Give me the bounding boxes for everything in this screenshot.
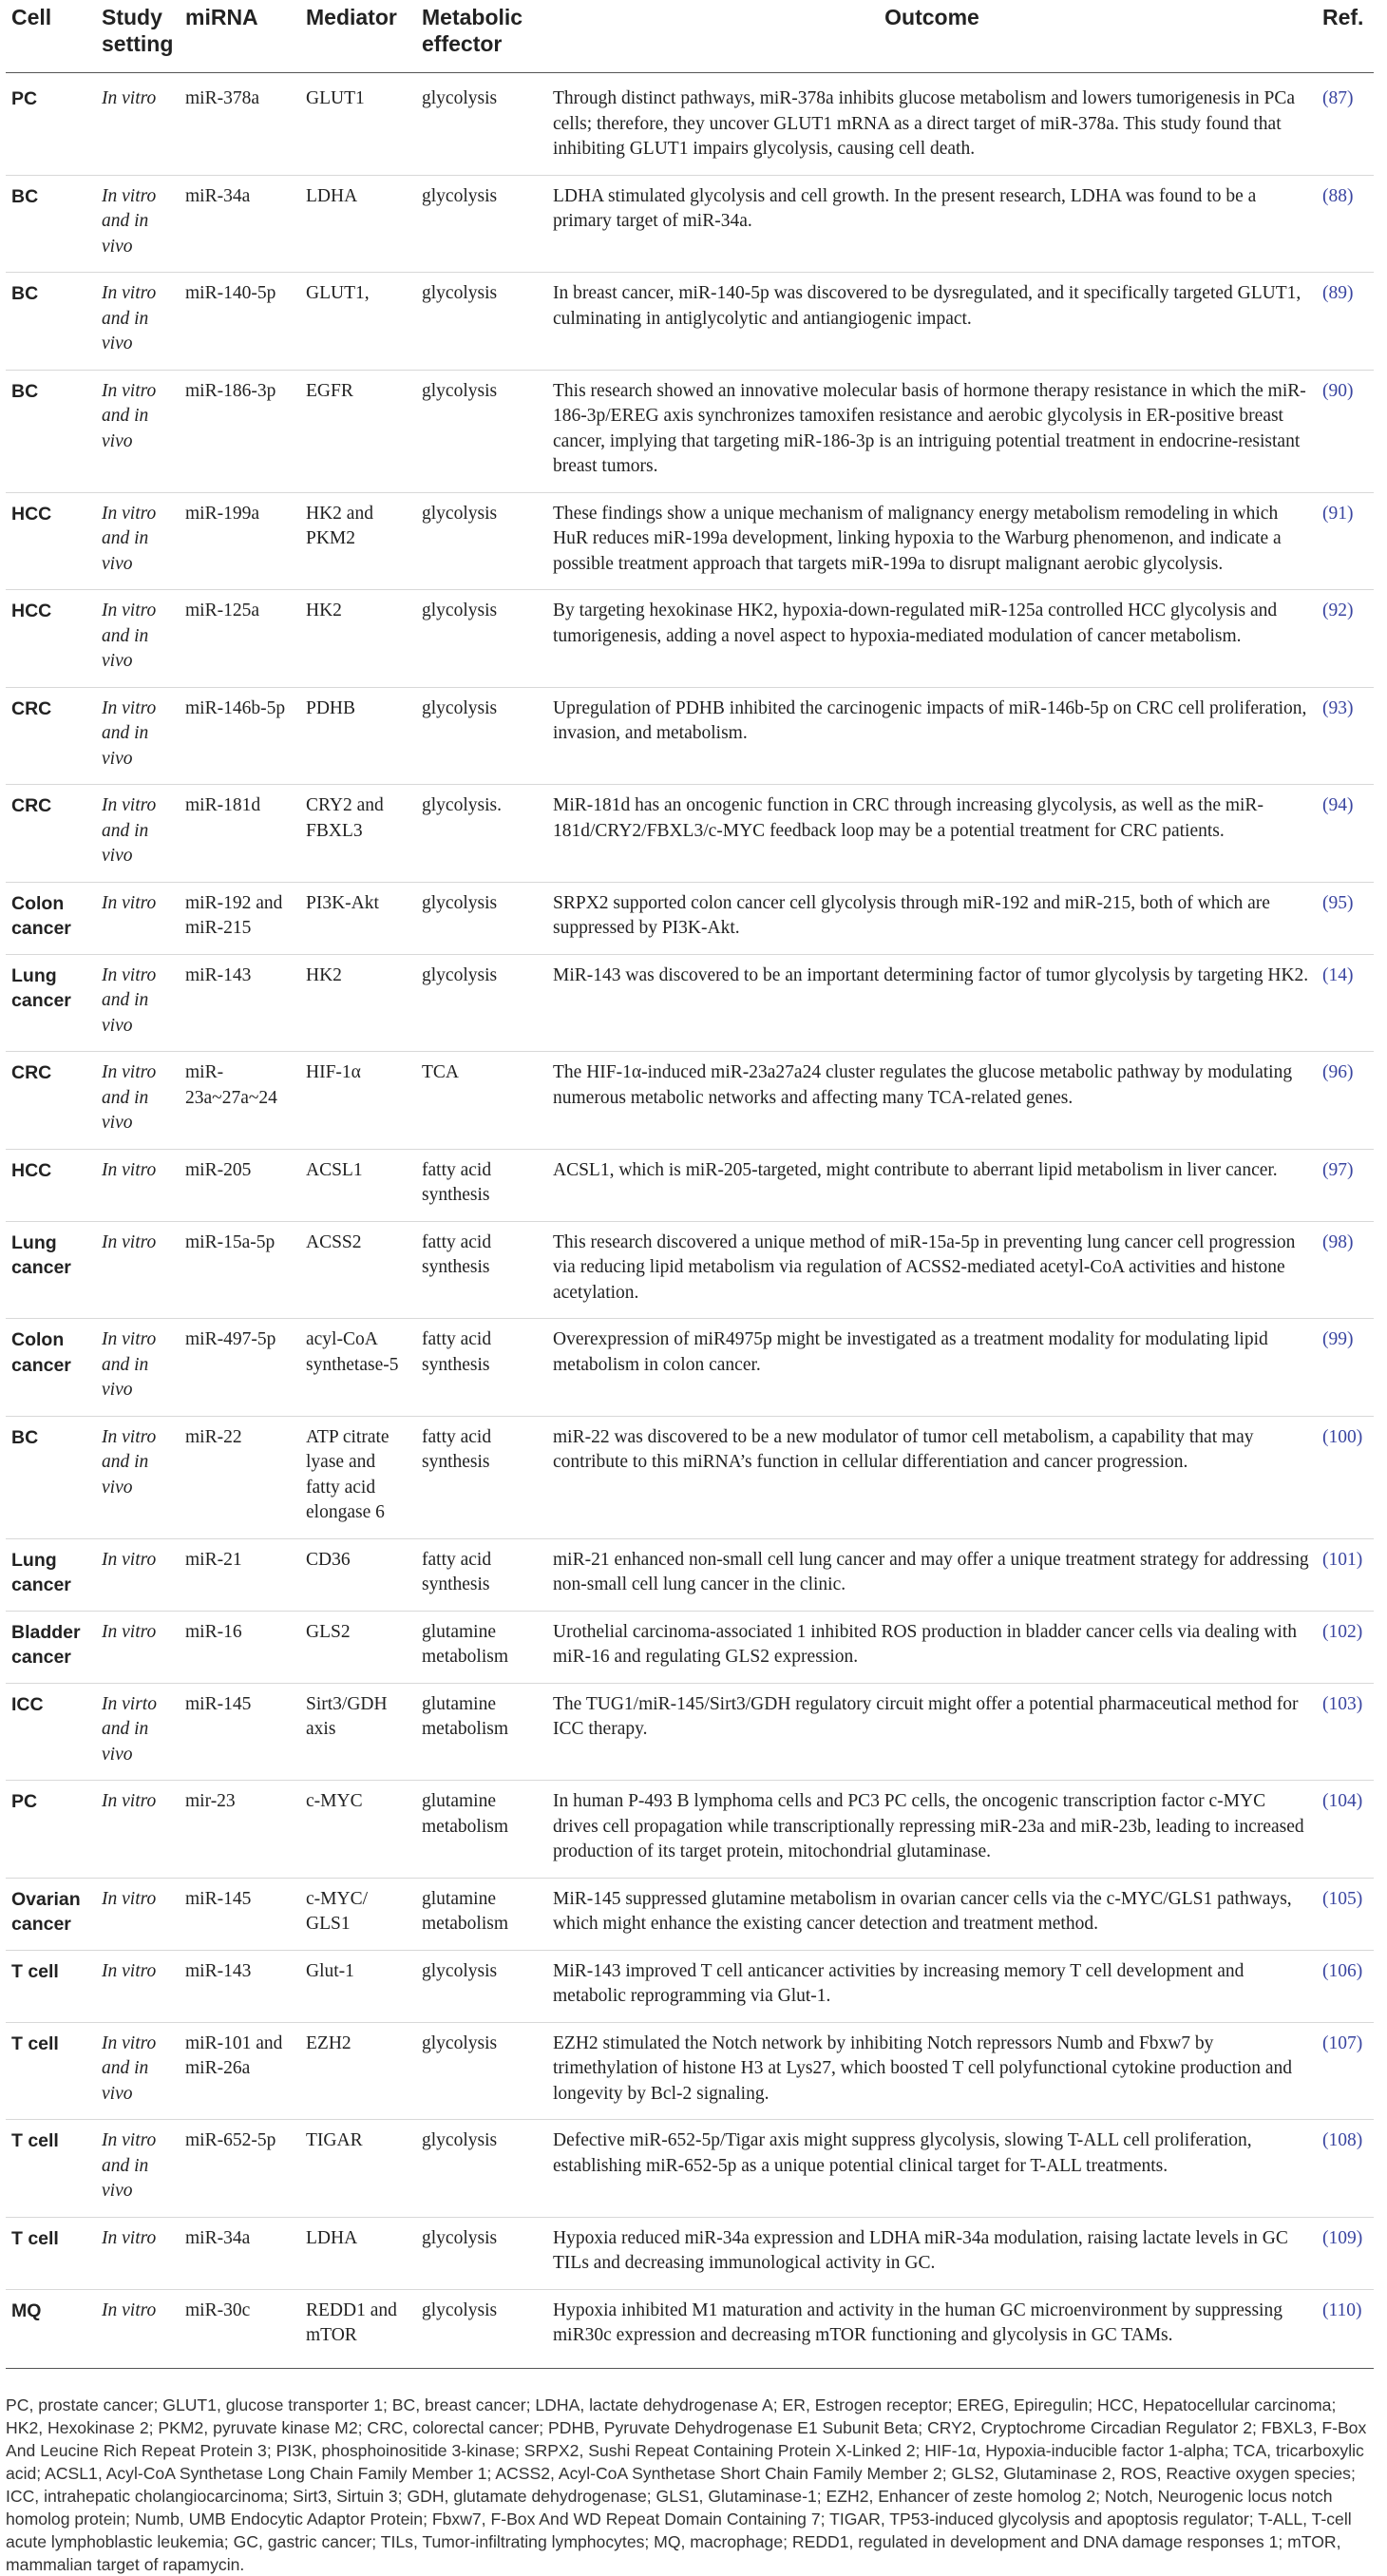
mediator: Sirt3/GDH axis (300, 1683, 416, 1781)
outcome: Defective miR-652-5p/Tigar axis might suppress glycolysis, slowing T-ALL cell proliferation, establishing miR-652-5p as a unique potential clinical target for T-ALL treatments. (547, 2120, 1317, 2218)
outcome: The HIF-1α-induced miR-23a27a24 cluster regulates the glucose metabolic pathway by modulating numerous metabolic networks and affecting many TCA-related genes. (547, 1052, 1317, 1150)
cell-type: Colon cancer (6, 882, 96, 954)
cell-type: Lung cancer (6, 1221, 96, 1319)
cell-type: T cell (6, 1950, 96, 2022)
header-ref: Ref. (1317, 0, 1374, 73)
cell-type: Ovarian cancer (6, 1878, 96, 1950)
mirna: miR-145 (180, 1878, 300, 1950)
mirna: miR-22 (180, 1416, 300, 1538)
mediator: PI3K-Akt (300, 882, 416, 954)
outcome: In breast cancer, miR-140-5p was discovered to be dysregulated, and it specifically targeted GLUT1, culminating in antiglycolytic and antiangiogenic impact. (547, 273, 1317, 371)
mirna: miR-205 (180, 1149, 300, 1221)
metabolic-effector: glycolysis (416, 492, 547, 590)
table-row (6, 2289, 1374, 2368)
study-setting: In vitro (96, 1221, 180, 1319)
reference-link[interactable]: (100) (1317, 1416, 1374, 1538)
mediator: ACSL1 (300, 1149, 416, 1221)
mediator: GLUT1 (306, 88, 365, 108)
reference-link[interactable]: (95) (1317, 882, 1374, 954)
table-row (6, 1950, 1374, 2022)
mediator: GLUT1, (300, 273, 416, 371)
study-setting: In vitro (96, 2289, 180, 2368)
outcome: miR-21 enhanced non-small cell lung cancer and may offer a unique treatment strategy for addressing non-small cell lung cancer in the clinic. (547, 1538, 1317, 1611)
mediator: HK2 (300, 590, 416, 688)
study-setting: In virto and in vivo (96, 1683, 180, 1781)
mirna: miR-34a (180, 175, 300, 273)
table-row (6, 2217, 1374, 2289)
reference-link[interactable]: (89) (1317, 273, 1374, 371)
mediator: TIGAR (300, 2120, 416, 2218)
table-footnote: PC, prostate cancer; GLUT1, glucose transporter 1; BC, breast cancer; LDHA, lactate dehydrogenase A; ER, Estrogen receptor; EREG, Epiregulin; HCC, Hepatocellular carcinoma; HK2, Hexokinase 2; PKM2, pyruvate kinase M2; CRC, colorectal cancer; PDHB, Pyruvate Dehydrogenase E1 Subunit Beta; CRY2, Cryptochrome Circadian Regulator 2; FBXL3, F-Box And Leucine Rich Repeat Protein 3; PI3K, phosphoinositide 3-kinase; SRPX2, Sushi Repeat Containing Protein X-Linked 2; HIF-1α, Hypoxia-inducible factor 1-alpha; TCA, tricarboxylic acid; ACSL1, Acyl-CoA Synthetase Long Chain Family Member 1; ACSS2, Acyl-CoA Synthetase Short Chain Family Member 2; GLS2, Glutaminase 2, ROS, Reactive oxygen species; ICC, intrahepatic cholangiocarcinoma; Sirt3, Sirtuin 3; GDH, glutamate dehydrogenase; GLS1, Glutaminase-1; EZH2, Enhancer of zeste homolog 2; Notch, Neurogenic locus notch homolog protein; Numb, UMB Endocytic Adaptor Protein; Fbxw7, F-Box And WD Repeat Domain Containing 7; TIGAR, TP53-induced glycolysis and apoptosis regulator; T-ALL, T-cell acute lymphoblastic leukemia; GC, gastric cancer; TILs, Tumor-infiltrating lymphocytes; MQ, macrophage; REDD1, regulated in development and DNA damage responses 1; mTOR, mammalian target of rapamycin. (6, 2368, 1374, 2576)
cell-type: PC (6, 1781, 96, 1879)
metabolic-effector: glycolysis (422, 88, 498, 108)
table-row (6, 1878, 1374, 1950)
metabolic-effector: glycolysis (416, 954, 547, 1052)
reference-link[interactable]: (98) (1317, 1221, 1374, 1319)
metabolic-effector: glutamine metabolism (416, 1878, 547, 1950)
table-row (6, 954, 1374, 1052)
mirna: miR-145 (180, 1683, 300, 1781)
metabolic-effector: glycolysis (416, 2022, 547, 2120)
table-row (6, 1611, 1374, 1683)
header-study-setting: Study setting (96, 0, 180, 73)
reference-link[interactable]: (99) (1317, 1319, 1374, 1417)
reference-link[interactable]: (94) (1317, 785, 1374, 883)
mirna: miR-186-3p (180, 370, 300, 492)
table-row (6, 1221, 1374, 1319)
outcome: The TUG1/miR-145/Sirt3/GDH regulatory circuit might offer a potential pharmaceutical method for ICC therapy. (547, 1683, 1317, 1781)
metabolic-effector: glycolysis (416, 687, 547, 785)
table-row (6, 1683, 1374, 1781)
study-setting: In vitro (96, 882, 180, 954)
cell-type: HCC (6, 492, 96, 590)
reference-link[interactable]: (14) (1317, 954, 1374, 1052)
metabolic-effector: fatty acid synthesis (416, 1221, 547, 1319)
reference-link[interactable]: (109) (1317, 2217, 1374, 2289)
outcome: Overexpression of miR4975p might be investigated as a treatment modality for modulating lipid metabolism in colon cancer. (547, 1319, 1317, 1417)
mirna-metabolism-table (6, 0, 1374, 2368)
study-setting: In vitro and in vivo (96, 590, 180, 688)
outcome: MiR-181d has an oncogenic function in CRC through increasing glycolysis, as well as the miR-181d/CRY2/FBXL3/c-MYC feedback loop may be a potential treatment for CRC patients. (547, 785, 1317, 883)
cell-type: CRC (6, 1052, 96, 1150)
header-cell: Cell (6, 0, 96, 73)
table-row (6, 273, 1374, 371)
metabolic-effector: glycolysis (416, 882, 547, 954)
table-row (6, 1052, 1374, 1150)
header-mediator: Mediator (300, 0, 416, 73)
cell-type: MQ (6, 2289, 96, 2368)
cell-type: BC (6, 273, 96, 371)
study-setting: In vitro and in vivo (96, 687, 180, 785)
reference-link[interactable]: (97) (1317, 1149, 1374, 1221)
metabolic-effector: TCA (416, 1052, 547, 1150)
mediator: acyl-CoA synthetase-5 (300, 1319, 416, 1417)
study-setting: In vitro (96, 1781, 180, 1879)
mediator: EZH2 (300, 2022, 416, 2120)
reference-link[interactable]: (107) (1317, 2022, 1374, 2120)
study-setting: In vitro (96, 2217, 180, 2289)
outcome: Through distinct pathways, miR-378a inhibits glucose metabolism and lowers tumorigenesis in PCa cells; therefore, they uncover GLUT1 mRNA as a direct target of miR-378a. This study found that inhibiting GLUT1 impairs glycolysis, causing cell death. (553, 88, 1295, 159)
study-setting: In vitro (96, 1611, 180, 1683)
reference-link[interactable]: (90) (1317, 370, 1374, 492)
metabolic-effector: fatty acid synthesis (416, 1319, 547, 1417)
outcome: MiR-143 improved T cell anticancer activities by increasing memory T cell development and metabolic reprogramming via Glut-1. (547, 1950, 1317, 2022)
study-setting: In vitro and in vivo (96, 273, 180, 371)
study-setting: In vitro (96, 1950, 180, 2022)
cell-type: BC (6, 370, 96, 492)
cell-type: PC (11, 88, 38, 109)
table-body (6, 73, 1374, 2368)
mirna: miR-34a (180, 2217, 300, 2289)
outcome: LDHA stimulated glycolysis and cell growth. In the present research, LDHA was found to be a primary target of miR-34a. (547, 175, 1317, 273)
mirna: miR-23a~27a~24 (180, 1052, 300, 1150)
mediator: Glut-1 (300, 1950, 416, 2022)
metabolic-effector: glycolysis. (416, 785, 547, 883)
table-row (6, 73, 1374, 176)
study-setting: In vitro and in vivo (96, 2022, 180, 2120)
study-setting: In vitro (96, 1149, 180, 1221)
metabolic-effector: glutamine metabolism (416, 1683, 547, 1781)
mirna: miR-16 (180, 1611, 300, 1683)
cell-type: T cell (6, 2022, 96, 2120)
mediator: GLS2 (300, 1611, 416, 1683)
metabolic-effector: glycolysis (416, 590, 547, 688)
outcome: EZH2 stimulated the Notch network by inhibiting Notch repressors Numb and Fbxw7 by trimethylation of histone H3 at Lys27, which boosted T cell polyfunctional cytokine production and longevity by Bcl-2 signaling. (547, 2022, 1317, 2120)
cell-type: Lung cancer (6, 954, 96, 1052)
cell-type: T cell (6, 2217, 96, 2289)
reference-link[interactable]: (104) (1317, 1781, 1374, 1879)
study-setting: In vitro and in vivo (96, 785, 180, 883)
mediator: HK2 (300, 954, 416, 1052)
outcome: Urothelial carcinoma-associated 1 inhibited ROS production in bladder cancer cells via dealing with miR-16 and regulating GLS2 expression. (547, 1611, 1317, 1683)
mirna: miR-125a (180, 590, 300, 688)
table-row (6, 785, 1374, 883)
outcome: miR-22 was discovered to be a new modulator of tumor cell metabolism, a capability that may contribute to this miRNA’s function in cellular differentiation and cancer progression. (547, 1416, 1317, 1538)
header-row (6, 0, 1374, 73)
mirna: miR-192 and miR-215 (180, 882, 300, 954)
table-row (6, 370, 1374, 492)
table-row (6, 492, 1374, 590)
table-row (6, 1416, 1374, 1538)
cell-type: Colon cancer (6, 1319, 96, 1417)
table-row (6, 1149, 1374, 1221)
study-setting: In vitro and in vivo (96, 1319, 180, 1417)
mirna: mir-23 (180, 1781, 300, 1879)
outcome: This research showed an innovative molecular basis of hormone therapy resistance in which the miR-186-3p/EREG axis synchronizes tamoxifen resistance and aerobic glycolysis in ER-positive breast cancer, implying that targeting miR-186-3p is an intriguing potential treatment in endocrine-resistant breast tumors. (547, 370, 1317, 492)
reference-link[interactable]: (88) (1317, 175, 1374, 273)
table-row (6, 882, 1374, 954)
study-setting: In vitro and in vivo (96, 175, 180, 273)
table-row (6, 687, 1374, 785)
study-setting: In vitro (96, 1538, 180, 1611)
reference-link[interactable]: (92) (1317, 590, 1374, 688)
mediator: REDD1 and mTOR (300, 2289, 416, 2368)
mediator: LDHA (300, 175, 416, 273)
metabolic-effector: glutamine metabolism (416, 1781, 547, 1879)
metabolic-effector: glycolysis (416, 370, 547, 492)
mirna: miR-143 (180, 954, 300, 1052)
metabolic-effector: fatty acid synthesis (416, 1149, 547, 1221)
mediator: PDHB (300, 687, 416, 785)
mirna: miR-652-5p (180, 2120, 300, 2218)
table-row (6, 590, 1374, 688)
outcome: These findings show a unique mechanism of malignancy energy metabolism remodeling in which HuR reduces miR-199a development, linking hypoxia to the Warburg phenomenon, and indicate a possible treatment approach that targets miR-199a to disrupt malignant aerobic glycolysis. (547, 492, 1317, 590)
mirna: miR-378a (185, 88, 259, 108)
outcome: In human P-493 B lymphoma cells and PC3 PC cells, the oncogenic transcription factor c-MYC drives cell propagation while transcriptionally repressing miR-23a and miR-23b, leading to increased production of its target protein, mitochondrial glutaminase. (547, 1781, 1317, 1879)
table-row (6, 1781, 1374, 1879)
header-outcome: Outcome (547, 0, 1317, 73)
mirna: miR-199a (180, 492, 300, 590)
table-row (6, 2120, 1374, 2218)
header-mirna: miRNA (180, 0, 300, 73)
outcome: ACSL1, which is miR-205-targeted, might contribute to aberrant lipid metabolism in liver cancer. (547, 1149, 1317, 1221)
metabolic-effector: glycolysis (416, 273, 547, 371)
metabolic-effector: fatty acid synthesis (416, 1538, 547, 1611)
reference-link[interactable]: (102) (1317, 1611, 1374, 1683)
mirna: miR-143 (180, 1950, 300, 2022)
reference-link[interactable]: (101) (1317, 1538, 1374, 1611)
table-row (6, 1538, 1374, 1611)
table-row (6, 175, 1374, 273)
mediator: HIF-1α (300, 1052, 416, 1150)
cell-type: HCC (6, 1149, 96, 1221)
header-metabolic-effector: Metabolic effector (416, 0, 547, 73)
cell-type: ICC (6, 1683, 96, 1781)
metabolic-effector: glycolysis (416, 175, 547, 273)
reference-link[interactable]: (91) (1317, 492, 1374, 590)
outcome: Hypoxia inhibited M1 maturation and activity in the human GC microenvironment by suppressing miR30c expression and decreasing mTOR functioning and glycolysis in GC TAMs. (547, 2289, 1317, 2368)
reference-link[interactable]: (93) (1317, 687, 1374, 785)
cell-type: CRC (6, 687, 96, 785)
reference-link[interactable]: (110) (1317, 2289, 1374, 2368)
mirna: miR-181d (180, 785, 300, 883)
mirna: miR-101 and miR-26a (180, 2022, 300, 2120)
mediator: c-MYC (300, 1781, 416, 1879)
reference-link[interactable]: (96) (1317, 1052, 1374, 1150)
mirna: miR-497-5p (180, 1319, 300, 1417)
mirna: miR-140-5p (180, 273, 300, 371)
outcome: SRPX2 supported colon cancer cell glycolysis through miR-192 and miR-215, both of which are suppressed by PI3K-Akt. (547, 882, 1317, 954)
cell-type: Lung cancer (6, 1538, 96, 1611)
study-setting: In vitro and in vivo (96, 370, 180, 492)
metabolic-effector: glycolysis (416, 1950, 547, 2022)
metabolic-effector: glycolysis (416, 2289, 547, 2368)
cell-type: BC (6, 1416, 96, 1538)
study-setting: In vitro and in vivo (96, 492, 180, 590)
mediator: CRY2 and FBXL3 (300, 785, 416, 883)
reference-link[interactable]: (87) (1322, 88, 1354, 108)
outcome: Upregulation of PDHB inhibited the carcinogenic impacts of miR-146b-5p on CRC cell proliferation, invasion, and metabolism. (547, 687, 1317, 785)
mediator: HK2 and PKM2 (300, 492, 416, 590)
metabolic-effector: glutamine metabolism (416, 1611, 547, 1683)
table-row (6, 2022, 1374, 2120)
study-setting: In vitro and in vivo (96, 1416, 180, 1538)
outcome: MiR-143 was discovered to be an important determining factor of tumor glycolysis by targeting HK2. (547, 954, 1317, 1052)
reference-link[interactable]: (106) (1317, 1950, 1374, 2022)
mirna: miR-30c (180, 2289, 300, 2368)
reference-link[interactable]: (108) (1317, 2120, 1374, 2218)
reference-link[interactable]: (103) (1317, 1683, 1374, 1781)
cell-type: BC (6, 175, 96, 273)
metabolic-effector: fatty acid synthesis (416, 1416, 547, 1538)
outcome: Hypoxia reduced miR-34a expression and LDHA miR-34a modulation, raising lactate levels in GC TILs and decreasing immunological activity in GC. (547, 2217, 1317, 2289)
mediator: EGFR (300, 370, 416, 492)
cell-type: HCC (6, 590, 96, 688)
mediator: c-MYC/ GLS1 (300, 1878, 416, 1950)
metabolic-effector: glycolysis (416, 2217, 547, 2289)
mirna: miR-146b-5p (180, 687, 300, 785)
study-setting: In vitro and in vivo (96, 954, 180, 1052)
outcome: MiR-145 suppressed glutamine metabolism in ovarian cancer cells via the c-MYC/GLS1 pathways, which might enhance the existing cancer detection and treatment method. (547, 1878, 1317, 1950)
cell-type: T cell (6, 2120, 96, 2218)
mediator: ACSS2 (300, 1221, 416, 1319)
cell-type: Bladder cancer (6, 1611, 96, 1683)
study-setting: In vitro (102, 88, 157, 108)
table-row (6, 1319, 1374, 1417)
mirna: miR-21 (180, 1538, 300, 1611)
mirna: miR-15a-5p (180, 1221, 300, 1319)
study-setting: In vitro and in vivo (96, 2120, 180, 2218)
cell-type: CRC (6, 785, 96, 883)
mediator: LDHA (300, 2217, 416, 2289)
outcome: This research discovered a unique method of miR-15a-5p in preventing lung cancer cell progression via reducing lipid metabolism via regulation of ACSS2-mediated acetyl-CoA activities and histone acetylation. (547, 1221, 1317, 1319)
outcome: By targeting hexokinase HK2, hypoxia-down-regulated miR-125a controlled HCC glycolysis and tumorigenesis, adding a novel aspect to hypoxia-mediated modulation of cancer metabolism. (547, 590, 1317, 688)
study-setting: In vitro (96, 1878, 180, 1950)
reference-link[interactable]: (105) (1317, 1878, 1374, 1950)
study-setting: In vitro and in vivo (96, 1052, 180, 1150)
mediator: CD36 (300, 1538, 416, 1611)
mediator: ATP citrate lyase and fatty acid elongase 6 (300, 1416, 416, 1538)
metabolic-effector: glycolysis (416, 2120, 547, 2218)
